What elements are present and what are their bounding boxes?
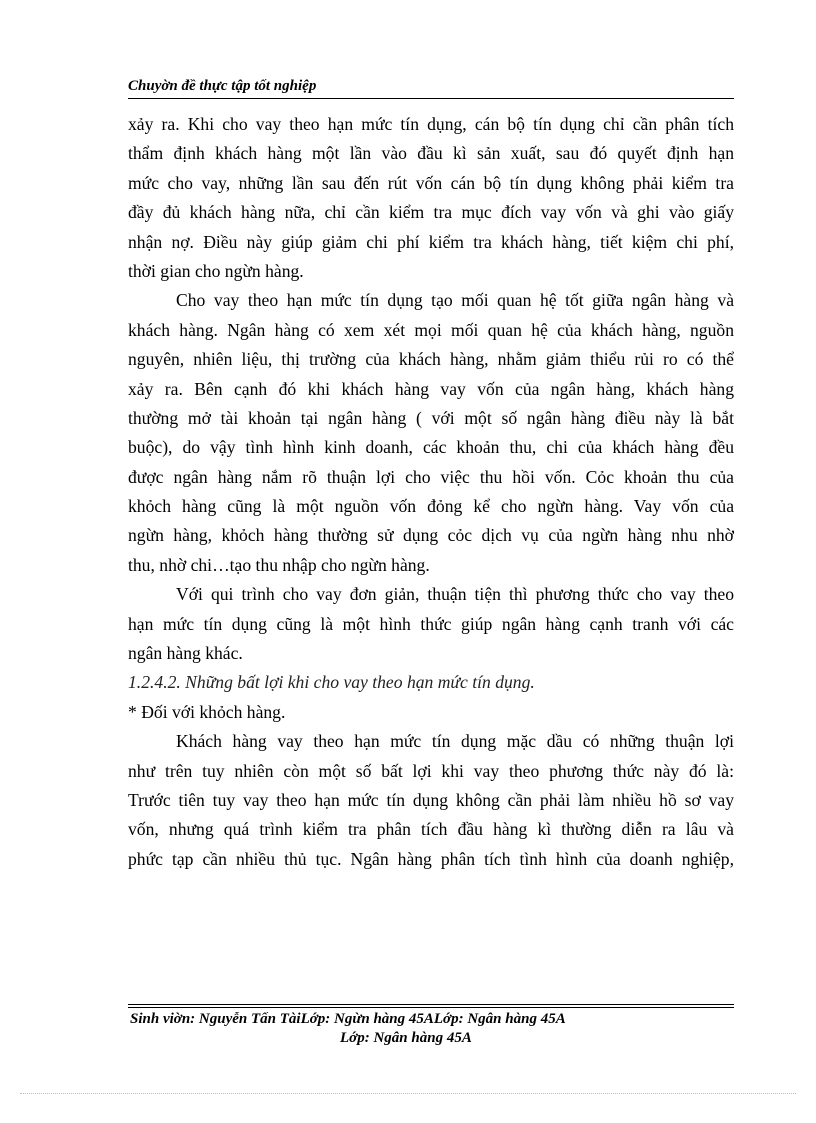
- text-line: xảy ra. Bên cạnh đó khi khách hàng vay vốn của ngân hàng, khách hàng: [128, 378, 734, 399]
- text-line: hạn mức tín dụng cũng là một hình thức giúp ngân hàng cạnh tranh với các: [128, 613, 734, 634]
- text-line: phức tạp cần nhiều thủ tục. Ngân hàng phân tích tình hình của doanh nghiệp,: [128, 848, 734, 869]
- text-line: thu, nhờ chi…tạo thu nhập cho ngừn hàng.: [128, 554, 430, 575]
- text-line: thời gian cho ngừn hàng.: [128, 260, 304, 281]
- text-line: khỏch hàng cũng là một nguồn vốn đỏng kể cho ngừn hàng. Vay vốn của: [128, 496, 734, 517]
- text-line: Trước tiên tuy vay theo hạn mức tín dụng không cần phải làm nhiều hồ sơ vay: [128, 789, 734, 810]
- body-text: [128, 110, 734, 874]
- footer-line-1: Sinh viờn: Nguyễn Tấn TàiLớp: Ngừn hàng 45ALớp: Ngân hàng 45A: [130, 1011, 566, 1027]
- page-footer: [128, 1010, 734, 1048]
- subsection-heading: * Đối với khỏch hàng.: [128, 701, 286, 722]
- text-line: Với qui trình cho vay đơn giản, thuận tiện thì phương thức cho vay theo: [176, 584, 734, 605]
- footer-rule-top: [128, 1004, 734, 1005]
- text-line: thẩm định khách hàng một lần vào đầu kì sản xuất, sau đó quyết định hạn: [128, 143, 734, 164]
- footer-rule-bottom: [128, 1007, 734, 1008]
- text-line: buộc), do vậy tình hình kinh doanh, các khoản thu, chi của khách hàng đều: [128, 437, 734, 458]
- text-line: khách hàng. Ngân hàng có xem xét mọi mối quan hệ của khách hàng, nguồn: [128, 319, 734, 340]
- text-line: đầy đủ khách hàng nữa, chỉ cần kiểm tra mục đích vay vốn và ghi vào giấy: [128, 202, 734, 223]
- section-heading: 1.2.4.2. Những bất lợi khi cho vay theo hạn mức tín dụng.: [128, 672, 535, 693]
- text-line: như trên tuy nhiên còn một số bất lợi khi vay theo phương thức này đó là:: [128, 760, 734, 781]
- text-line: vốn, nhưng quá trình kiểm tra phân tích đầu hàng kì thường diễn ra lâu và: [128, 819, 734, 840]
- text-line: được ngân hàng nắm rõ thuận lợi cho việc thu hồi vốn. Cỏc khoản thu của: [128, 466, 734, 487]
- text-line: xảy ra. Khi cho vay theo hạn mức tín dụng, cán bộ tín dụng chỉ cần phân tích: [128, 114, 734, 134]
- text-line: nhận nợ. Điều này giúp giảm chi phí kiểm tra khách hàng, tiết kiệm chi phí,: [128, 231, 734, 252]
- text-line: ngân hàng khác.: [128, 643, 243, 664]
- page-bottom-border: [20, 1093, 796, 1094]
- text-line: Khách hàng vay theo hạn mức tín dụng mặc dầu có những thuận lợi: [176, 731, 734, 752]
- text-line: nguyên, nhiên liệu, thị trường của khách hàng, nhằm giảm thiểu rủi ro có thể: [128, 349, 734, 370]
- page-header: [128, 76, 734, 99]
- text-line: Cho vay theo hạn mức tín dụng tạo mối quan hệ tốt giữa ngân hàng và: [176, 290, 734, 311]
- header-title: Chuyờn đề thực tập tốt nghiệp: [128, 78, 317, 94]
- text-line: ngừn hàng, khỏch hàng thường sử dụng cỏc dịch vụ của ngừn hàng nhu nhờ: [128, 525, 734, 546]
- text-line: thường mở tài khoản tại ngân hàng ( với một số ngân hàng điều này là bắt: [128, 407, 734, 428]
- text-line: mức cho vay, những lần sau đến rút vốn cán bộ tín dụng không phải kiểm tra: [128, 172, 734, 193]
- footer-line-2: Lớp: Ngân hàng 45A: [340, 1030, 472, 1046]
